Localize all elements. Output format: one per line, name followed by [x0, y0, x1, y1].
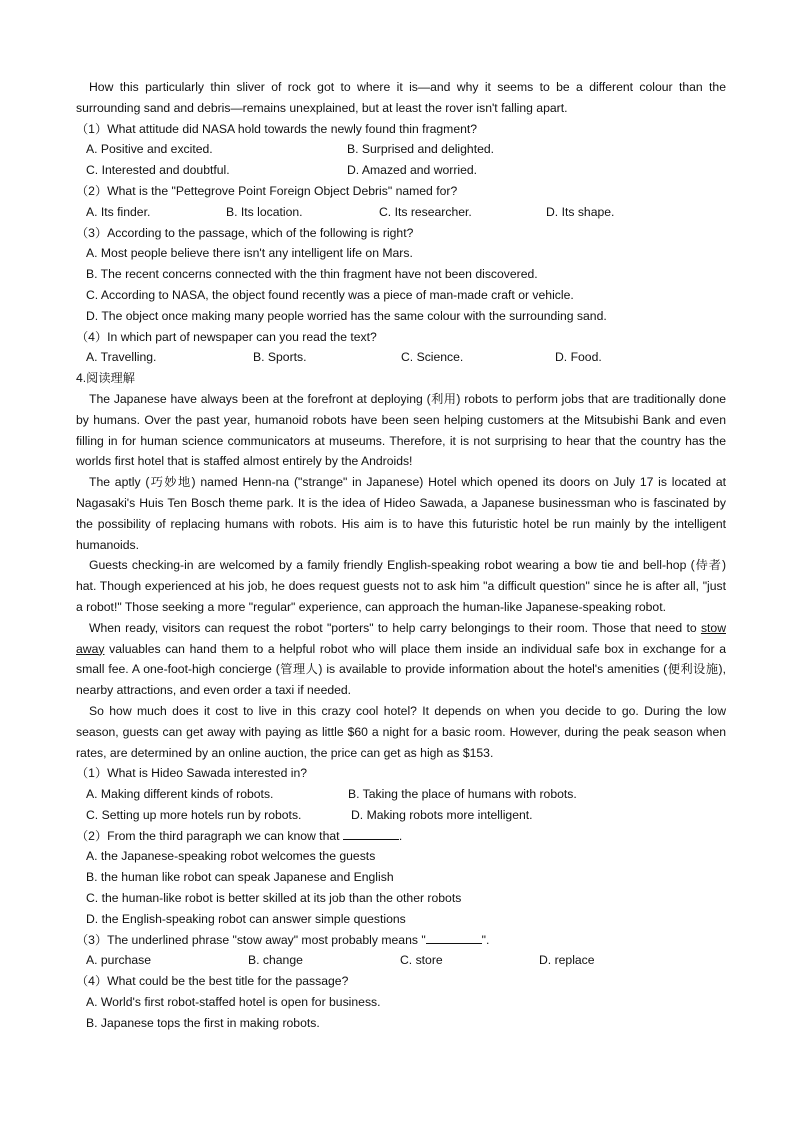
p3-q4-stem: （4）In which part of newspaper can you read the text? — [76, 329, 377, 344]
section-heading: 4.阅读理解 — [76, 371, 135, 386]
p4-q1-options-row2 — [76, 805, 726, 826]
option-b[interactable]: B. Surprised and delighted. — [347, 142, 495, 157]
option-c[interactable]: C. Its researcher. — [379, 204, 472, 219]
passage4-paragraph-5: So how much does it cost to live in this crazy cool hotel? It depends on when you decide to go. During the low season, guests can get away with paying as little $60 a night for a basic room. However, during the peak season when rates, are determined by an online auction, the price can get as high as $153. — [76, 703, 726, 760]
p4-q2-stem — [76, 826, 726, 847]
option-d[interactable]: D. Making robots more intelligent. — [351, 807, 533, 822]
stem-text: （2）From the third paragraph we can know that — [76, 828, 340, 843]
option-a[interactable]: A. the Japanese-speaking robot welcomes the guests — [86, 849, 376, 864]
option-a[interactable]: A. Its finder. — [86, 204, 151, 219]
option-b[interactable]: B. Sports. — [253, 350, 307, 365]
option-c[interactable]: C. the human-like robot is better skilled at its job than the other robots — [86, 891, 462, 906]
option-a[interactable]: A. Positive and excited. — [86, 142, 213, 157]
passage4-paragraph-3: Guests checking-in are welcomed by a family friendly English-speaking robot wearing a bow tie and bell-hop (侍者) hat. Though experienced at his job, he does request guests not to ask him "a difficult question" since he is after all, "just a robot!" Those seeking a more "regular" experience, can approach the human-like Japanese-speaking robot. — [76, 558, 726, 614]
passage4-paragraph-2: The aptly (巧妙地) named Henn-na ("strange" in Japanese) Hotel which opened its doors on July 17 is located at Nagasaki's Huis Ten Bosch theme park. It is the idea of Hideo Sawada, a Japanese businessman who is fascinated by the possibility of replacing humans with robots. His aim is to have this futuristic hotel be run mainly by the intelligent humanoids. — [76, 475, 726, 552]
option-b[interactable]: B. Its location. — [226, 204, 303, 219]
p3-q4-options-row — [76, 347, 726, 368]
option-b[interactable]: B. The recent concerns connected with the thin fragment have not been discovered. — [86, 267, 538, 282]
stem-text: （3）The underlined phrase "stow away" most probably means " — [76, 932, 426, 947]
passage4-paragraph-1: The Japanese have always been at the forefront at deploying (利用) robots to perform jobs that are traditionally done by humans. Over the past year, humanoid robots have been seen helping customers at the Mitsubishi Bank and even filling in for human science communicators at museums. Therefore, it is not surprising to hear that the country has the worlds first hotel that is staffed almost entirely by the Androids! — [76, 391, 726, 469]
option-b[interactable]: B. change — [248, 953, 303, 968]
option-c[interactable]: C. Interested and doubtful. — [86, 163, 230, 178]
p4-q1-options-row1 — [76, 784, 726, 805]
p3-q3-stem: （3）According to the passage, which of the following is right? — [76, 225, 414, 240]
option-d[interactable]: D. Food. — [555, 350, 602, 365]
p4-q3-stem — [76, 930, 726, 951]
option-c[interactable]: C. Science. — [401, 350, 464, 365]
p4-q4-stem: （4）What could be the best title for the passage? — [76, 974, 349, 989]
p3-q2-options-row — [76, 202, 726, 223]
option-d[interactable]: D. The object once making many people worried has the same colour with the surrounding sand. — [86, 308, 607, 323]
option-a[interactable]: A. World's first robot-staffed hotel is open for business. — [86, 995, 381, 1010]
option-d[interactable]: D. replace — [539, 953, 595, 968]
answer-blank[interactable] — [426, 931, 482, 944]
p3-q2-stem: （2）What is the "Pettegrove Point Foreign Object Debris" named for? — [76, 183, 458, 198]
option-c[interactable]: C. According to NASA, the object found recently was a piece of man-made craft or vehicle. — [86, 287, 574, 302]
p4-text-before: When ready, visitors can request the robot "porters" to help carry belongings to their room. Those that need to — [89, 620, 701, 635]
option-d[interactable]: D. the English-speaking robot can answer simple questions — [86, 911, 406, 926]
option-b[interactable]: B. Taking the place of humans with robots. — [348, 787, 577, 802]
answer-blank[interactable] — [343, 827, 399, 840]
option-a[interactable]: A. Travelling. — [86, 350, 157, 365]
p3-q1-stem: （1）What attitude did NASA hold towards the newly found thin fragment? — [76, 121, 478, 136]
stem-end: . — [398, 828, 403, 843]
option-c[interactable]: C. store — [400, 953, 443, 968]
p4-q3-options-row — [76, 950, 726, 971]
passage3-closing-paragraph: How this particularly thin sliver of rock got to where it is—and why it seems to be a different colour than the surrounding sand and debris—remains unexplained, but at least the rover isn't falling apart. — [76, 80, 726, 115]
option-a[interactable]: A. Most people believe there isn't any intelligent life on Mars. — [86, 246, 413, 261]
option-c[interactable]: C. Setting up more hotels run by robots. — [86, 807, 302, 822]
option-d[interactable]: D. Amazed and worried. — [347, 163, 478, 178]
exam-page — [76, 77, 726, 1034]
p4-q1-stem: （1）What is Hideo Sawada interested in? — [76, 766, 308, 781]
underlined-phrase: stow away — [76, 620, 726, 656]
option-a[interactable]: A. Making different kinds of robots. — [86, 787, 274, 802]
passage4-paragraph-4 — [76, 618, 726, 701]
stem-end: ". — [481, 932, 490, 947]
option-b[interactable]: B. the human like robot can speak Japanese and English — [86, 870, 394, 885]
option-d[interactable]: D. Its shape. — [546, 204, 615, 219]
p3-q1-options-row1 — [76, 139, 726, 160]
option-b[interactable]: B. Japanese tops the first in making robots. — [86, 1015, 320, 1030]
p3-q1-options-row2 — [76, 160, 726, 181]
p4-text-after: valuables can hand them to a helpful robot who will place them inside an individual safe box in exchange for a small fee. A one-foot-high concierge (管理人) is available to provide information about the hotel's amenities (便利设施), nearby attractions, and even order a taxi if needed. — [76, 641, 726, 698]
option-a[interactable]: A. purchase — [86, 953, 152, 968]
